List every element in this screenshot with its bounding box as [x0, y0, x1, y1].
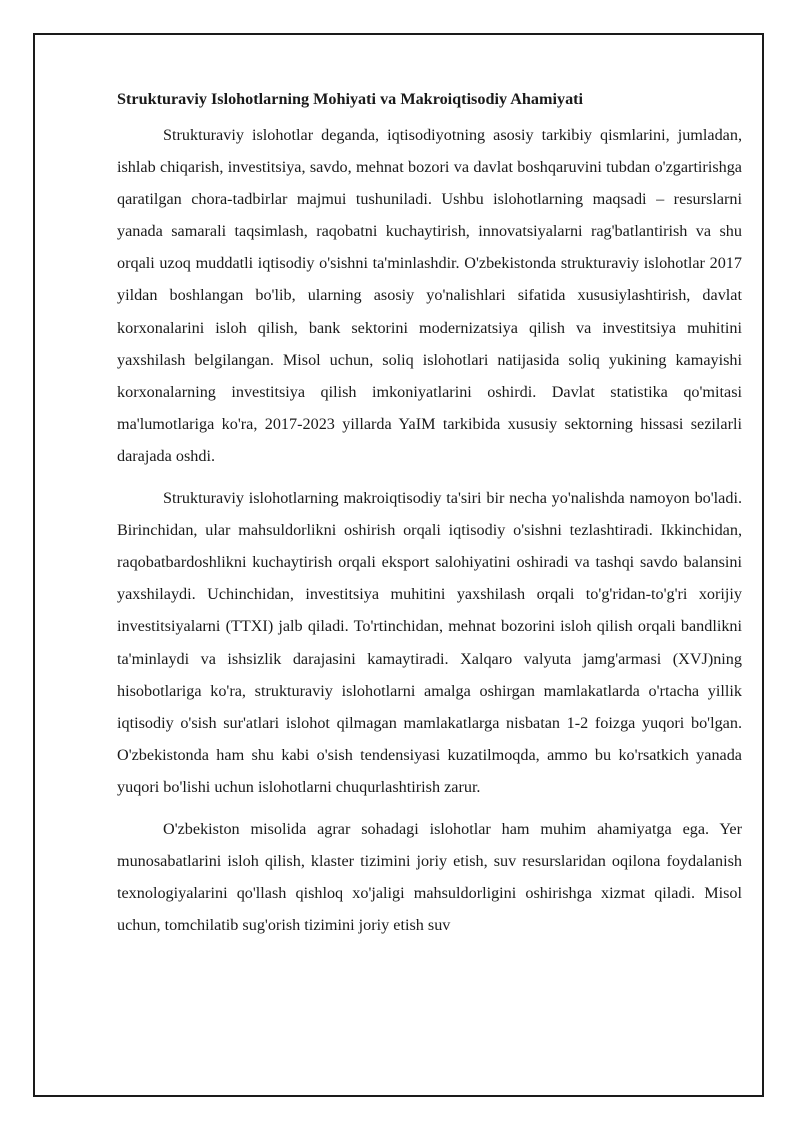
paragraph-2: Strukturaviy islohotlarning makroiqtisodiy ta'siri bir necha yo'nalishda namoyon bo'ladi. Birinchidan, ular mahsuldorlikni oshirish orqali iqtisodiy o'sishni tezlashtiradi. Ikkinchidan, raqobatbardoshlikni kuchaytirish orqali eksport salohiyatini oshiradi va tashqi savdo balansini yaxshilaydi. Uchinchidan, investitsiya muhitini yaxshilash orqali to'g'ridan-to'g'ri xorijiy investitsiyalarni (TTXI) jalb qiladi. To'rtinchidan, mehnat bozorini isloh qilish orqali bandlikni ta'minlaydi va ishsizlik darajasini kamaytiradi. Xalqaro valyuta jamg'armasi (XVJ)ning hisobotlariga ko'ra, strukturaviy islohotlarni amalga oshirgan mamlakatlarda o'rtacha yillik iqtisodiy o'sish sur'atlari islohot qilmagan mamlakatlarga nisbatan 1-2 foizga yuqori bo'lgan. O'zbekistonda ham shu kabi o'sish tendensiyasi kuzatilmoqda, ammo bu ko'rsatkich yanada yuqori bo'lishi uchun islohotlarni chuqurlashtirish zarur. [117, 489, 742, 796]
paragraph-3: O'zbekiston misolida agrar sohadagi islohotlar ham muhim ahamiyatga ega. Yer munosabatlarini isloh qilish, klaster tizimini joriy etish, suv resurslaridan oqilona foydalanish texnologiyalarini qo'llash qishloq xo'jaligi mahsuldorligini oshirishga xizmat qiladi. Misol uchun, tomchilatib sug'orish tizimini joriy etish suv [117, 819, 742, 935]
document-heading: Strukturaviy Islohotlarning Mohiyati va Makroiqtisodiy Ahamiyati [117, 90, 584, 108]
paragraph-1: Strukturaviy islohotlar deganda, iqtisodiyotning asosiy tarkibiy qismlarini, jumladan, ishlab chiqarish, investitsiya, savdo, mehnat bozori va davlat boshqaruvini tubdan o'zgartirishga qaratilgan chora-tadbirlar majmui tushuniladi. Ushbu islohotlarning maqsadi – resurslarni yanada samarali taqsimlash, raqobatni kuchaytirish, innovatsiyalarni rag'batlantirish va shu orqali uzoq muddatli iqtisodiy o'sishni ta'minlashdir. O'zbekistonda strukturaviy islohotlar 2017 yildan boshlangan bo'lib, ularning asosiy yo'nalishlari sifatida xususiylashtirish, davlat korxonalarini isloh qilish, bank sektorini modernizatsiya qilish va investitsiya muhitini yaxshilash belgilangan. Misol uchun, soliq islohotlari natijasida soliq yukining kamayishi korxonalarning investitsiya qilish imkoniyatlarini oshirdi. Davlat statistika qo'mitasi ma'lumotlariga ko'ra, 2017-2023 yillarda YaIM tarkibida xususiy sektorning hissasi sezilarli darajada oshdi. [117, 126, 742, 465]
document-body [117, 86, 742, 951]
